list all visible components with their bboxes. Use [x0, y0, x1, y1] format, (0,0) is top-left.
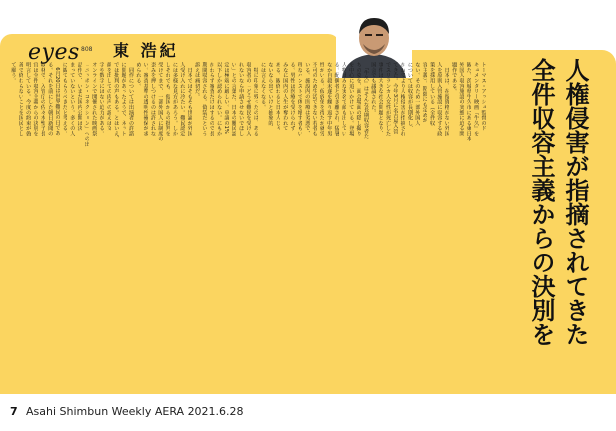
- body-column: かねてより人権侵害が指摘され: [399, 62, 406, 137]
- body-column: ちの姿を、面会場面の隠し撮り: [355, 62, 362, 137]
- body-column: てきた。今年3月に名古屋入管: [391, 62, 398, 135]
- body-column: 訴えは痛切だ。: [193, 62, 200, 100]
- body-column: オンラインで開催された映画祭: [90, 62, 97, 137]
- body-column: キュメンタリー映画『牛久』を: [472, 62, 479, 137]
- body-column: 以下しか認められない。にもか: [215, 62, 222, 137]
- article-body: [9, 62, 486, 388]
- body-column: 観た。茨城県牛久市にある東日本: [465, 62, 472, 142]
- body-column: を中心に追いかけている。登場: [347, 62, 354, 137]
- body-column: でスリランカ人女性が死亡した: [384, 62, 391, 137]
- body-column: 6月20日は世界難民の日であ: [54, 62, 61, 136]
- body-column: 外国人収容施設の実態に迫る問: [457, 62, 464, 137]
- body-column: 官は全件収容主義からの決別を: [32, 62, 39, 137]
- body-column: れないなら申請させないでほし: [237, 62, 244, 137]
- body-column: 日本は、在留資格がない外国: [443, 62, 450, 137]
- body-column: る。男性は医療を受けられず: [289, 62, 296, 131]
- section-logo: eyes: [28, 40, 80, 65]
- body-column: 品作で、いまだ国内公開は決: [76, 62, 83, 131]
- body-column: 題作である。: [450, 62, 457, 94]
- body-column: 国会でも議論された。: [369, 62, 376, 115]
- body-column: 事件は大きな社会問題となり、: [377, 62, 384, 137]
- body-column: 期間収容される。偽装だという: [200, 62, 207, 137]
- body-column: いる。施設内の医療は劣悪で、: [303, 62, 310, 137]
- body-column: 人を原則入管施設に収容する政: [435, 62, 442, 137]
- body-column: 不可のため生活できない若者も: [311, 62, 318, 137]
- body-column: かわらず審査だけはするので長: [208, 62, 215, 137]
- body-column: 善で終わらないことを国民とし: [17, 62, 24, 137]
- body-column: 容主義）。期限にも定めが: [421, 62, 428, 123]
- body-column: 性がいる。仮放免を得たが就労: [318, 62, 325, 137]
- publication-credit: Asahi Shimbun Weekly AERA 2021.6.28: [26, 405, 244, 418]
- body-column: には言えなくなる。: [259, 62, 266, 110]
- issue-badge: 808: [81, 46, 93, 53]
- body-column: 受けてまで、一部外国人に制度の: [156, 62, 163, 142]
- body-column: には多様な見方があろう。しか: [171, 62, 178, 137]
- body-column: については収容が長期化し、: [406, 62, 413, 131]
- body-column: みなに国内の人生が奪われて: [281, 62, 288, 131]
- body-column: 歪みを押しつけるのは許されな: [149, 62, 156, 137]
- body-column: 策を採用している（全件収: [428, 62, 435, 126]
- headline-line-1: 人権侵害が指摘されてきた: [561, 58, 589, 346]
- body-column: トーマス・アッシュ監督のド: [480, 62, 486, 131]
- body-column: 明言している。今度の約束が偽: [24, 62, 31, 137]
- page-number: 7: [10, 405, 18, 418]
- body-column: 『牛久』はそんな長期収容者た: [362, 62, 369, 139]
- body-column: 日本ではそもそも世論が外国: [186, 62, 193, 137]
- body-column: て願う。: [10, 62, 16, 84]
- body-column: しそれでも、他国からの批判を: [164, 62, 171, 137]
- body-column: に問題があったようで、ネット: [120, 62, 127, 137]
- body-column: 収容者の「どうせ難民を受け入: [245, 62, 251, 137]
- body-column: ない。そのため一部外国人: [413, 62, 420, 126]
- body-column: い」との言葉だ。日本の難民認: [230, 62, 237, 137]
- body-column: 理なハンストで体を壊す者もい: [296, 62, 303, 137]
- body-column: い。審査基準の透明性確保が求: [142, 62, 149, 137]
- body-column: 同作については出演者の許諾: [127, 62, 134, 137]
- body-column: められる。: [134, 62, 141, 89]
- body-column: 人物はみな実名で顔も出してい: [340, 62, 347, 137]
- headline-line-2: 全件収容主義からの決別を: [527, 58, 555, 346]
- body-column: 「ニッポン・コネクション」への出: [83, 62, 90, 147]
- body-column: に観てもらうべきだと考える。: [61, 62, 68, 137]
- body-column: 定は極端に厳しい。申請の1%: [222, 62, 229, 134]
- body-column: まっていないという。多くの人: [68, 62, 75, 137]
- body-column: ないなら出ていけと抽象的: [267, 62, 274, 126]
- body-column: ある。観終わると日本人じゃ: [274, 62, 281, 131]
- body-column: る。配偶者と引き離され、猛暑: [333, 62, 340, 137]
- body-column: 取材で、入管庁の佐々木聖子長: [39, 62, 46, 137]
- body-column: では批判の声もある。とはいえ、: [112, 62, 119, 142]
- body-column: 字や数字にはない迫力がある。: [98, 62, 105, 137]
- body-column: 特に印象に残ったのは、ある: [252, 62, 259, 137]
- author-name: 東 浩紀: [113, 41, 179, 60]
- body-column: なか自殺未遂を繰り返す中年男: [325, 62, 332, 137]
- article-headline: [524, 58, 592, 388]
- body-column: 顔を出しての肉声の訴えは文: [105, 62, 112, 131]
- body-column: る。それを前にした朝日新聞の: [46, 62, 53, 137]
- body-column: 人受け入れに冷たい。難民認定: [178, 62, 185, 137]
